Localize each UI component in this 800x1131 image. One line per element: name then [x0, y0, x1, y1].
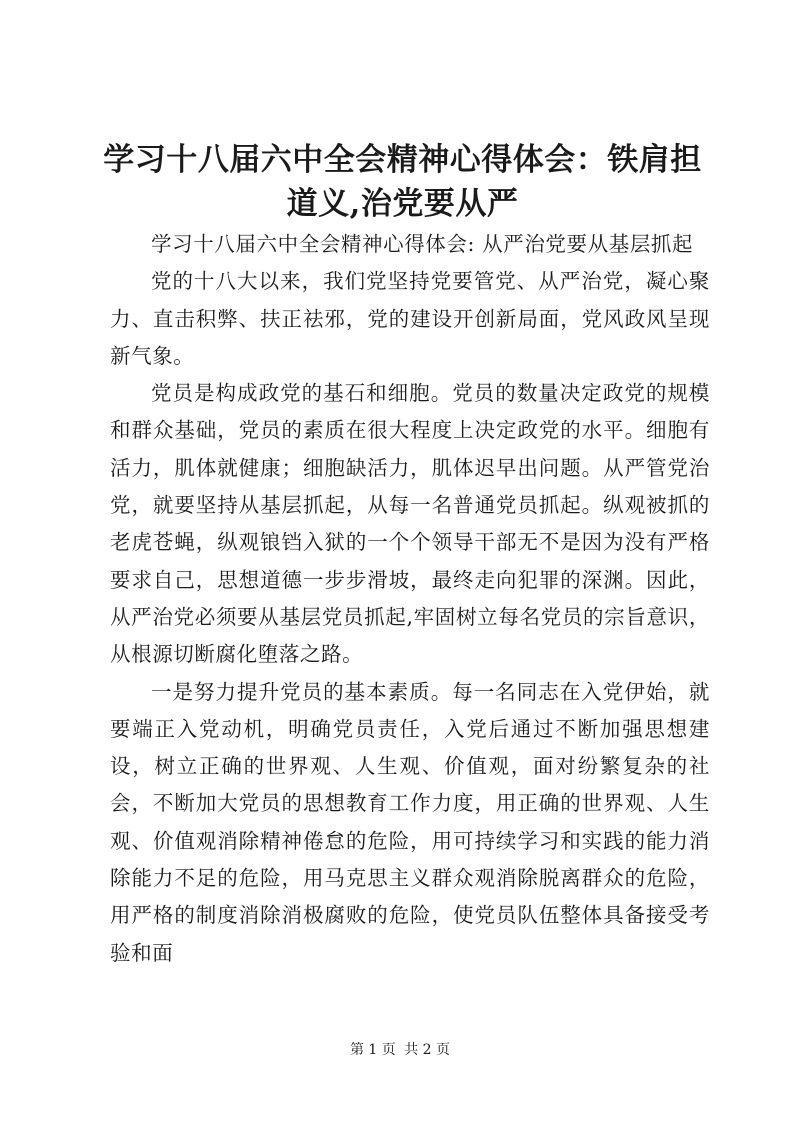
paragraph: 党的十八大以来，我们党坚持党要管党、从严治党，凝心聚力、直击积弊、扶正祛邪，党的建设开创新局面，党风政风呈现新气象。 [110, 269, 710, 368]
paragraph: 一是努力提升党员的基本素质。每一名同志在入党伊始，就要端正入党动机，明确党员责任，入党后通过不断加强思想建设，树立正确的世界观、人生观、价值观，面对纷繁复杂的社会，不断加大党员的思想教育工作力度，用正确的世界观、人生观、价值观消除精神倦怠的危险，用可持续学习和实践的能力消除能力不足的危险，用马克思主义群众观消除脱离群众的危险，用严格的制度消除消极腐败的危险，使党员队伍整体具备接受考验和面 [110, 679, 710, 965]
page-number: 第 1 页 [349, 1042, 396, 1058]
page-footer [0, 1040, 800, 1060]
paragraph-subtitle: 学习十八届六中全会精神心得体会: 从严治党要从基层抓起 [151, 232, 694, 256]
paragraph: 党员是构成政党的基石和细胞。党员的数量决定政党的规模和群众基础，党员的素质在很大程度上决定政党的水平。细胞有活力，肌体就健康；细胞缺活力，肌体迟早出问题。从严管党治党，就要坚持从基层抓起，从每一名普通党员抓起。纵观被抓的老虎苍蝇，纵观锒铛入狱的一个个领导干部无不是因为没有严格要求自己，思想道德一步步滑坡，最终走向犯罪的深渊。因此，从严治党必须要从基层党员抓起,牢固树立每名党员的宗旨意识，从根源切断腐化堕落之路。 [110, 381, 710, 667]
document-body [110, 226, 710, 972]
page-total: 共 2 页 [404, 1042, 451, 1058]
document-title: 学习十八届六中全会精神心得体会：铁肩担道义,治党要从严 [103, 142, 702, 222]
